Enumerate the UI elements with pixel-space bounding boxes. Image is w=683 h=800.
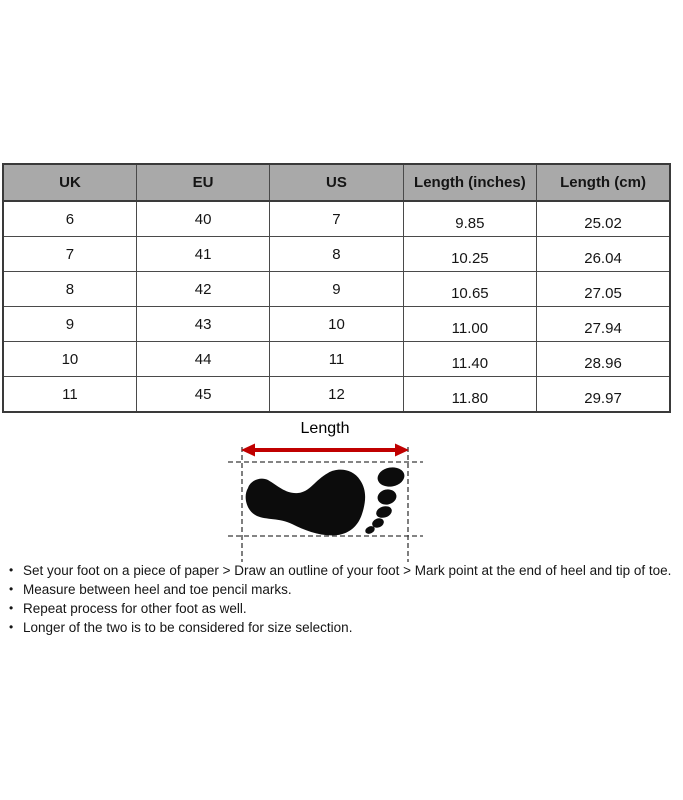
column-header: EU xyxy=(136,164,269,201)
size-cell: 9.85 xyxy=(403,201,536,237)
bullet-dot-icon: • xyxy=(9,582,14,596)
instruction-item xyxy=(0,580,683,599)
size-cell: 7 xyxy=(270,201,403,237)
size-cell: 8 xyxy=(3,272,136,307)
size-cell: 41 xyxy=(136,237,269,272)
table-row xyxy=(3,201,670,237)
bullet-dot-icon: • xyxy=(9,620,14,634)
header-row xyxy=(3,164,670,201)
size-cell: 26.04 xyxy=(537,237,670,272)
column-header: Length (inches) xyxy=(403,164,536,201)
size-cell: 40 xyxy=(136,201,269,237)
size-cell: 10.65 xyxy=(403,272,536,307)
column-header: Length (cm) xyxy=(537,164,670,201)
size-cell: 9 xyxy=(3,307,136,342)
size-cell: 12 xyxy=(270,377,403,413)
size-cell: 8 xyxy=(270,237,403,272)
bullet-dot-icon: • xyxy=(9,601,14,615)
column-header: US xyxy=(270,164,403,201)
size-cell: 44 xyxy=(136,342,269,377)
size-cell: 25.02 xyxy=(537,201,670,237)
instruction-text: Set your foot on a piece of paper > Draw an outline of your foot > Mark point at the end of heel and tip of toe. xyxy=(23,563,672,578)
instruction-item xyxy=(0,618,683,637)
size-chart-table xyxy=(2,163,671,413)
table-row xyxy=(3,377,670,413)
instruction-text: Longer of the two is to be considered for size selection. xyxy=(23,620,353,635)
size-cell: 29.97 xyxy=(537,377,670,413)
size-cell: 10.25 xyxy=(403,237,536,272)
table-row xyxy=(3,272,670,307)
size-cell: 28.96 xyxy=(537,342,670,377)
size-cell: 11.80 xyxy=(403,377,536,413)
size-chart-header xyxy=(3,164,670,201)
size-chart-body xyxy=(3,201,670,412)
size-cell: 7 xyxy=(3,237,136,272)
size-cell: 11.40 xyxy=(403,342,536,377)
table-row xyxy=(3,307,670,342)
bullet-dot-icon: • xyxy=(9,563,14,577)
size-cell: 9 xyxy=(270,272,403,307)
size-cell: 45 xyxy=(136,377,269,413)
size-cell: 10 xyxy=(270,307,403,342)
size-cell: 11 xyxy=(3,377,136,413)
instruction-item xyxy=(0,561,683,580)
footprint-icon xyxy=(246,465,406,535)
length-label: Length xyxy=(300,420,350,437)
length-arrow-icon xyxy=(241,444,409,457)
size-cell: 43 xyxy=(136,307,269,342)
size-cell: 11 xyxy=(270,342,403,377)
size-cell: 42 xyxy=(136,272,269,307)
table-row xyxy=(3,237,670,272)
instruction-item xyxy=(0,599,683,618)
footprint-diagram-graphic xyxy=(210,440,450,572)
size-cell: 10 xyxy=(3,342,136,377)
instruction-text: Repeat process for other foot as well. xyxy=(23,601,247,616)
size-cell: 11.00 xyxy=(403,307,536,342)
column-header: UK xyxy=(3,164,136,201)
foot-measurement-diagram xyxy=(210,420,450,570)
size-cell: 27.05 xyxy=(537,272,670,307)
instruction-text: Measure between heel and toe pencil marks. xyxy=(23,582,292,597)
size-cell: 27.94 xyxy=(537,307,670,342)
table-row xyxy=(3,342,670,377)
instructions-list xyxy=(0,561,683,637)
size-cell: 6 xyxy=(3,201,136,237)
